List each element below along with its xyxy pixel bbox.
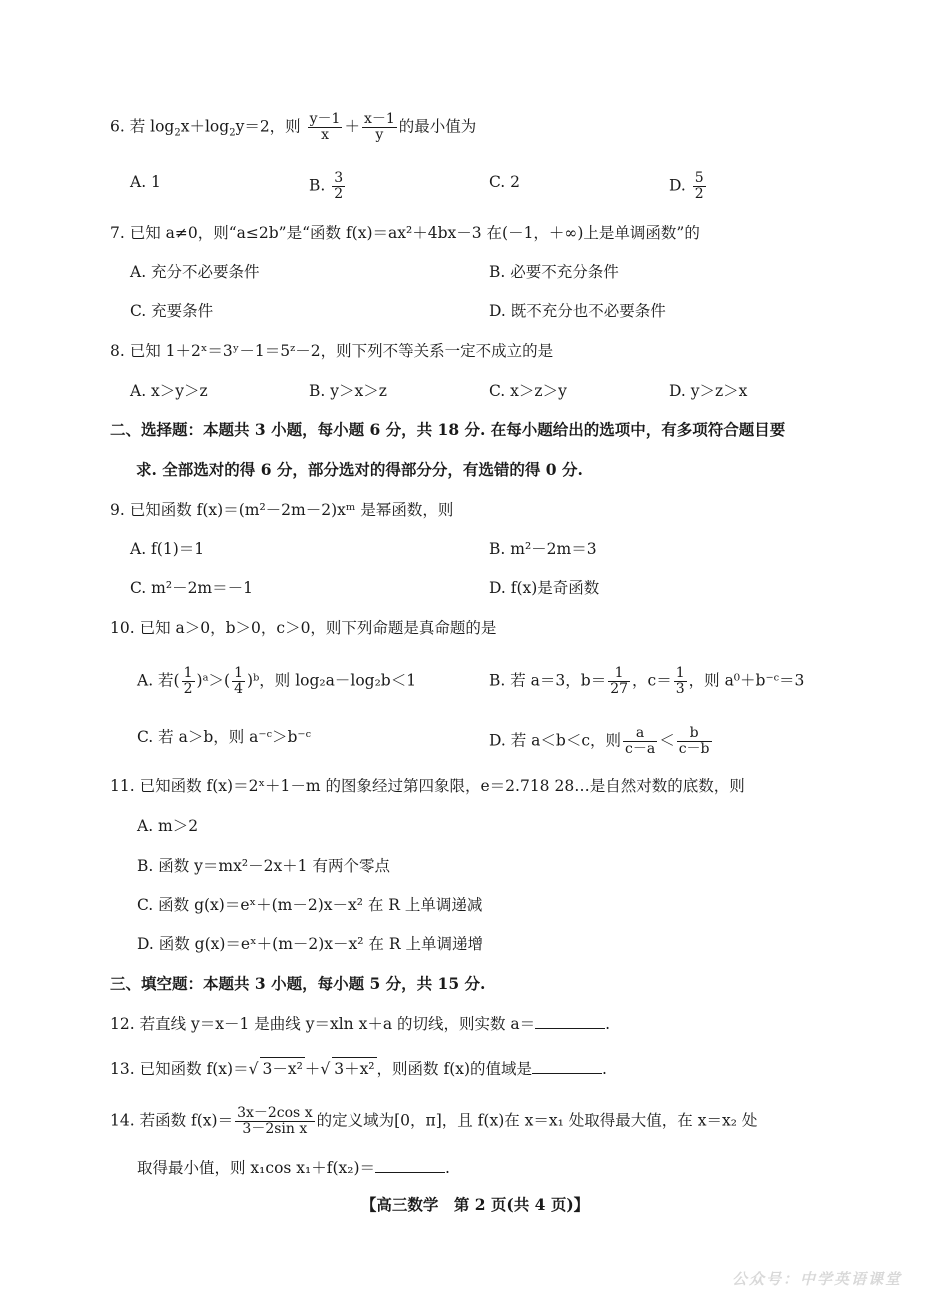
question-8-stem: 8. 已知 1＋2ˣ＝3ʸ－1＝5ᶻ－2，则下列不等关系一定不成立的是 [110,342,554,360]
q6-text-c: y＝2，则 [235,117,301,136]
q14-answer-blank[interactable] [375,1158,445,1173]
q8-option-b: B. y＞x＞z [309,382,387,400]
q11-option-b: B. 函数 y＝mx²－2x＋1 有两个零点 [137,857,390,875]
q6-option-d: D. $\frac{5}{2}$ [669,170,704,202]
section-2-heading-cont: 求. 全部选对的得 6 分，部分选对的得部分分，有选错的得 0 分. [136,460,583,479]
q11-option-d: D. 函数 g(x)＝eˣ＋(m－2)x－x² 在 R 上单调递增 [137,935,483,953]
question-10-stem: 10. 已知 a＞0，b＞0，c＞0，则下列命题是真命题的是 [110,619,497,637]
q8-option-d: D. y＞z＞x [669,382,748,400]
q10-option-c: C. 若 a＞b，则 a⁻ᶜ＞b⁻ᶜ [137,728,311,746]
q13-answer-blank[interactable] [532,1059,602,1074]
q6-option-c: C. 2 [489,173,521,191]
q9-option-d: D. f(x)是奇函数 [489,579,600,597]
q9-option-c: C. m²－2m＝－1 [130,579,253,597]
q9-option-b: B. m²－2m＝3 [489,540,597,558]
q7-option-b: B. 必要不充分条件 [489,263,619,281]
q9-option-a: A. f(1)＝1 [130,540,205,558]
q11-option-c: C. 函数 g(x)＝eˣ＋(m－2)x－x² 在 R 上单调递减 [137,896,483,914]
q6-plus: ＋ [344,117,360,136]
question-14-stem: 14. 若函数 f(x)＝ $\frac{\text{3x－2cos x}}{\text{3－2sin x}}$ 的定义域为[0，π]，且 f(x)在 x＝x₁ 处取得最大值，在 x＝x₂ 处 [110,1105,758,1137]
q8-option-c: C. x＞z＞y [489,382,567,400]
q6-text-a: 6. 若 log [110,117,175,136]
question-11-stem: 11. 已知函数 f(x)＝2ˣ＋1－m 的图象经过第四象限，e＝2.718 28…是自然对数的底数，则 [110,777,745,795]
q6-text-d: 的最小值为 [398,117,477,136]
question-12-stem: 12. 若直线 y＝x－1 是曲线 y＝xln x＋a 的切线，则实数 a＝ . [110,1015,611,1033]
q6-option-a: A. 1 [130,173,161,191]
q10-option-d: D. 若 a＜b＜c，则 $\frac{a}{c-a}$ ＜ $\frac{b}{c-b}$ [489,725,710,757]
q6-fraction-2: $\frac{x-1}{y}$ [363,111,395,143]
section-3-heading: 三、填空题：本题共 3 小题，每小题 5 分，共 15 分. [110,974,486,993]
q8-option-a: A. x＞y＞z [130,382,208,400]
q10-option-b: B. 若 a＝3，b＝ $\frac{1}{27}$ ，c＝ $\frac{1}{3}$ ，则 a⁰＋b⁻ᶜ＝3 [489,665,805,697]
q6-fraction-1: $\frac{y-1}{x}$ [309,111,341,143]
question-6-stem: 6. 若 $\log_2x+\log_2y=2$，则 $\frac{y-1}{x}$ ＋ $\frac{x-1}{y}$ 的最小值为 [110,111,477,143]
q7-option-d: D. 既不充分也不必要条件 [489,302,666,320]
question-7-stem: 7. 已知 a≠0，则“a≤2b”是“函数 f(x)＝ax²＋4bx－3 在(－1，＋∞)上是单调函数”的 [110,224,700,242]
section-2-heading: 二、选择题：本题共 3 小题，每小题 6 分，共 18 分. 在每小题给出的选项中，有多项符合题目要 [110,420,786,439]
question-9-stem: 9. 已知函数 f(x)＝(m²－2m－2)xᵐ 是幂函数，则 [110,501,454,519]
watermark: 公众号：中学英语课堂 [731,1270,902,1288]
q10-option-a: A. 若( $\frac{1}{2}$ )ᵃ＞( $\frac{1}{4}$ )ᵇ，则 log₂a－log₂b＜1 [137,665,417,697]
question-13-stem: 13. 已知函数 f(x)＝√ 3－x² ＋√ 3＋x² ，则函数 f(x)的值域是 . [110,1057,607,1080]
q6-text-b: x＋log [180,117,230,136]
q11-option-a: A. m＞2 [137,817,199,835]
page-footer: 【高三数学 第 2 页(共 4 页)】 [360,1195,590,1214]
q12-answer-blank[interactable] [535,1014,605,1029]
question-14-cont: 取得最小值，则 x₁cos x₁＋f(x₂)＝ . [137,1159,450,1177]
q14-fraction: $\frac{\text{3x－2cos x}}{\text{3－2sin x}}$ [237,1105,313,1137]
q7-option-c: C. 充要条件 [130,302,214,320]
q7-option-a: A. 充分不必要条件 [130,263,260,281]
q6-option-b: B. $\frac{3}{2}$ [309,170,344,202]
